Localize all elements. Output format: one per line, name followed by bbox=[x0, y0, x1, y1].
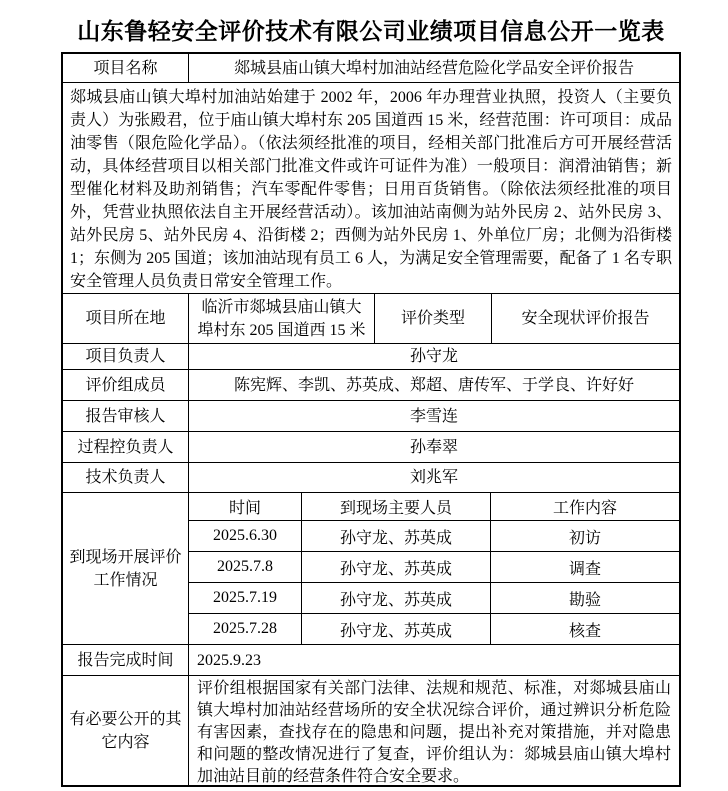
process-controller-value: 孙奉翠 bbox=[409, 438, 458, 456]
site-visit-row bbox=[189, 613, 679, 644]
project-name-label: 项目名称 bbox=[63, 54, 189, 82]
report-reviewer-row bbox=[63, 400, 679, 431]
project-name-row bbox=[63, 54, 679, 82]
site-visits-label: 到现场开展评价工作情况 bbox=[63, 493, 189, 644]
eval-type-label: 评价类型 bbox=[375, 294, 492, 343]
project-leader-value: 孙守龙 bbox=[409, 348, 458, 365]
visit-date: 2025.6.30 bbox=[189, 521, 302, 551]
completion-date-row bbox=[63, 644, 679, 675]
location-label: 项目所在地 bbox=[63, 294, 189, 343]
other-content-value: 评价组根据国家有关部门法律、法规和规范、标准，对郯城县庙山镇大埠村加油站经营场所的安全状况综合评价，通过辨识分析危险有害因素，查找存在的隐患和问题，提出补充对策措施，并对隐患和问题的整改情况进行了复查，评价组认为：郯城县庙山镇大埠村加油站目前的经营条件符合安全要求。 bbox=[197, 680, 671, 785]
completion-date-value: 2025.9.23 bbox=[197, 651, 261, 669]
report-reviewer-value: 李雪连 bbox=[409, 407, 458, 425]
other-content-label: 有必要公开的其它内容 bbox=[63, 676, 189, 785]
site-visit-row bbox=[189, 582, 679, 613]
visit-personnel: 孙守龙、苏英成 bbox=[302, 583, 491, 613]
location-row bbox=[63, 293, 679, 343]
visit-content: 调查 bbox=[568, 560, 601, 578]
visit-personnel: 孙守龙、苏英成 bbox=[302, 521, 491, 551]
visit-content: 初访 bbox=[568, 529, 601, 547]
site-visit-row bbox=[189, 551, 679, 582]
site-visits-row bbox=[63, 492, 679, 644]
header-work-content: 工作内容 bbox=[552, 500, 617, 517]
technical-leader-label: 技术负责人 bbox=[63, 463, 189, 492]
technical-leader-value: 刘兆军 bbox=[409, 469, 458, 486]
header-time: 时间 bbox=[189, 493, 302, 520]
process-controller-row bbox=[63, 431, 679, 462]
project-leader-row bbox=[63, 343, 679, 369]
project-info-table bbox=[61, 52, 681, 787]
visit-personnel: 孙守龙、苏英成 bbox=[302, 552, 491, 582]
site-visits-subtable bbox=[189, 493, 679, 644]
project-name-value: 郯城县庙山镇大埠村加油站经营危险化学品安全评价报告 bbox=[233, 59, 634, 77]
process-controller-label: 过程控负责人 bbox=[63, 432, 189, 462]
header-personnel: 到现场主要人员 bbox=[302, 493, 491, 520]
visit-content: 勘验 bbox=[568, 591, 601, 609]
location-value: 临沂市郯城县庙山镇大埠村东 205 国道西 15 米 bbox=[189, 294, 375, 343]
eval-type-value: 安全现状评价报告 bbox=[521, 310, 650, 327]
visit-personnel: 孙守龙、苏英成 bbox=[302, 614, 491, 644]
visit-content: 核查 bbox=[568, 622, 601, 640]
facility-description-row bbox=[63, 82, 679, 293]
page-title: 山东鲁轻安全评价技术有限公司业绩项目信息公开一览表 bbox=[77, 18, 665, 44]
report-reviewer-label: 报告审核人 bbox=[63, 401, 189, 431]
site-visit-header-row bbox=[189, 493, 679, 520]
visit-date: 2025.7.28 bbox=[189, 614, 302, 644]
visit-date: 2025.7.8 bbox=[189, 552, 302, 582]
completion-date-label: 报告完成时间 bbox=[63, 645, 189, 675]
other-content-row bbox=[63, 675, 679, 785]
team-members-row bbox=[63, 369, 679, 400]
project-leader-label: 项目负责人 bbox=[63, 344, 189, 369]
site-visit-row bbox=[189, 520, 679, 551]
visit-date: 2025.7.19 bbox=[189, 583, 302, 613]
facility-description: 郯城县庙山镇大埠村加油站始建于 2002 年，2006 年办理营业执照，投资人（主要负责人）为张殿君，位于庙山镇大埠村东 205 国道西 15 米，经营范围：许可项目：成品油零售（限危险化学品）。（依法须经批准的项目，经相关部门批准后方可开展经营活动，具体经营项目以相关部门批准文件或许可证件为准）一般项目：润滑油销售；新型催化材料及助剂销售；汽车零配件零售；日用百货销售。（除依法须经批准的项目外，凭营业执照依法自主开展经营活动）。该加油站南侧为站外民房 2、站外民房 3、站外民房 5、站外民房 4、沿街楼 2；西侧为站外民房 1、外单位厂房；北侧为沿街楼 1；东侧为 205 国道；该加油站现有员工 6 人，为满足安全管理需要，配备了 1 名专职安全管理人员负责日常安全管理工作。 bbox=[70, 89, 672, 290]
team-members-value: 陈宪辉、李凯、苏英成、郑超、唐传军、于学良、许好好 bbox=[233, 376, 634, 394]
technical-leader-row bbox=[63, 462, 679, 492]
team-members-label: 评价组成员 bbox=[63, 370, 189, 400]
